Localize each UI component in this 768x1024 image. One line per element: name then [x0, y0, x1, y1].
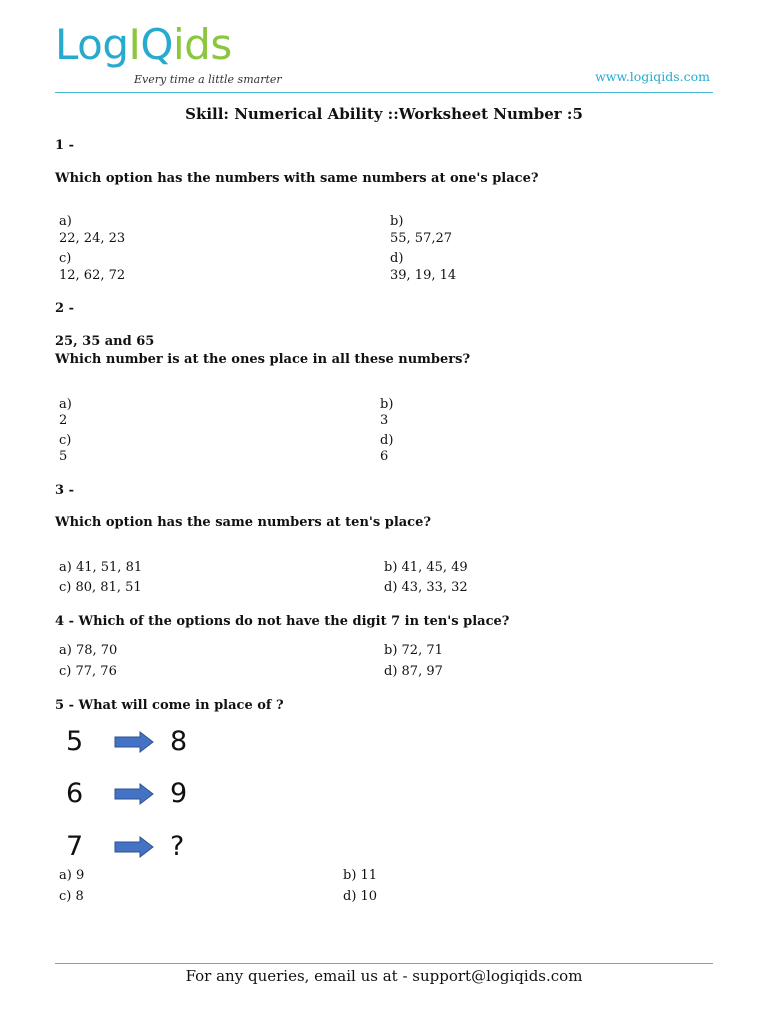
q1-option-b-label: b): [390, 214, 404, 229]
worksheet-title: Skill: Numerical Ability ::Worksheet Number :5: [185, 105, 583, 123]
q1-option-c-label: c): [59, 251, 72, 266]
q2-option-c-value: 5: [59, 449, 68, 464]
q3-number: 3 -: [55, 483, 74, 498]
q2-option-d-label: d): [380, 433, 394, 448]
q5-option-c: c) 8: [59, 889, 84, 904]
q4-option-a: a) 78, 70: [59, 643, 118, 658]
q4-option-c: c) 77, 76: [59, 664, 117, 679]
q2-option-d-value: 6: [380, 449, 389, 464]
q2-option-b-value: 3: [380, 413, 389, 428]
q1-number: 1 -: [55, 138, 74, 153]
q2-number: 2 -: [55, 301, 74, 316]
q3-option-a: a) 41, 51, 81: [59, 560, 143, 575]
q5-option-a: a) 9: [59, 868, 85, 883]
footer-divider: [55, 963, 713, 964]
q2-text: Which number is at the ones place in all these numbers?: [55, 352, 471, 367]
tagline: Every time a little smarter: [134, 73, 282, 86]
logo-part-1: Log: [55, 20, 129, 69]
q1-text: Which option has the numbers with same numbers at one's place?: [55, 171, 539, 186]
q3-option-d: d) 43, 33, 32: [384, 580, 468, 595]
q2-option-a-value: 2: [59, 413, 68, 428]
right-arrow-icon: [114, 836, 154, 858]
q5-option-d: d) 10: [343, 889, 378, 904]
logo-part-3: Q: [140, 20, 173, 69]
q2-line1: 25, 35 and 65: [55, 334, 155, 349]
right-arrow-icon: [114, 731, 154, 753]
q5-text: 5 - What will come in place of ?: [55, 698, 284, 713]
q4-text: 4 - Which of the options do not have the digit 7 in ten's place?: [55, 614, 510, 629]
logo-part-2: I: [128, 20, 141, 69]
q5-row3-to: ?: [170, 831, 185, 862]
q3-text: Which option has the same numbers at ten's place?: [55, 515, 431, 530]
q4-option-d: d) 87, 97: [384, 664, 443, 679]
logo: [55, 20, 232, 69]
footer-contact: For any queries, email us at - support@logiqids.com: [185, 967, 583, 985]
q1-option-d-label: d): [390, 251, 404, 266]
q1-option-a-value: 22, 24, 23: [59, 231, 126, 246]
q5-row2-to: 9: [170, 778, 188, 809]
q1-option-d-value: 39, 19, 14: [390, 268, 457, 283]
site-url-link[interactable]: www.logiqids.com: [595, 69, 710, 84]
q2-option-a-label: a): [59, 397, 72, 412]
q5-row2-from: 6: [66, 778, 84, 809]
q5-row1-from: 5: [66, 726, 84, 757]
q2-option-b-label: b): [380, 397, 394, 412]
logo-part-4: ids: [172, 20, 232, 69]
q3-option-b: b) 41, 45, 49: [384, 560, 468, 575]
q5-row3-from: 7: [66, 831, 84, 862]
q3-option-c: c) 80, 81, 51: [59, 580, 142, 595]
q1-option-a-label: a): [59, 214, 72, 229]
q4-option-b: b) 72, 71: [384, 643, 443, 658]
right-arrow-icon: [114, 783, 154, 805]
q1-option-b-value: 55, 57,27: [390, 231, 453, 246]
q1-option-c-value: 12, 62, 72: [59, 268, 126, 283]
q5-option-b: b) 11: [343, 868, 378, 883]
header-divider: [55, 92, 713, 93]
q2-option-c-label: c): [59, 433, 72, 448]
q5-row1-to: 8: [170, 726, 188, 757]
